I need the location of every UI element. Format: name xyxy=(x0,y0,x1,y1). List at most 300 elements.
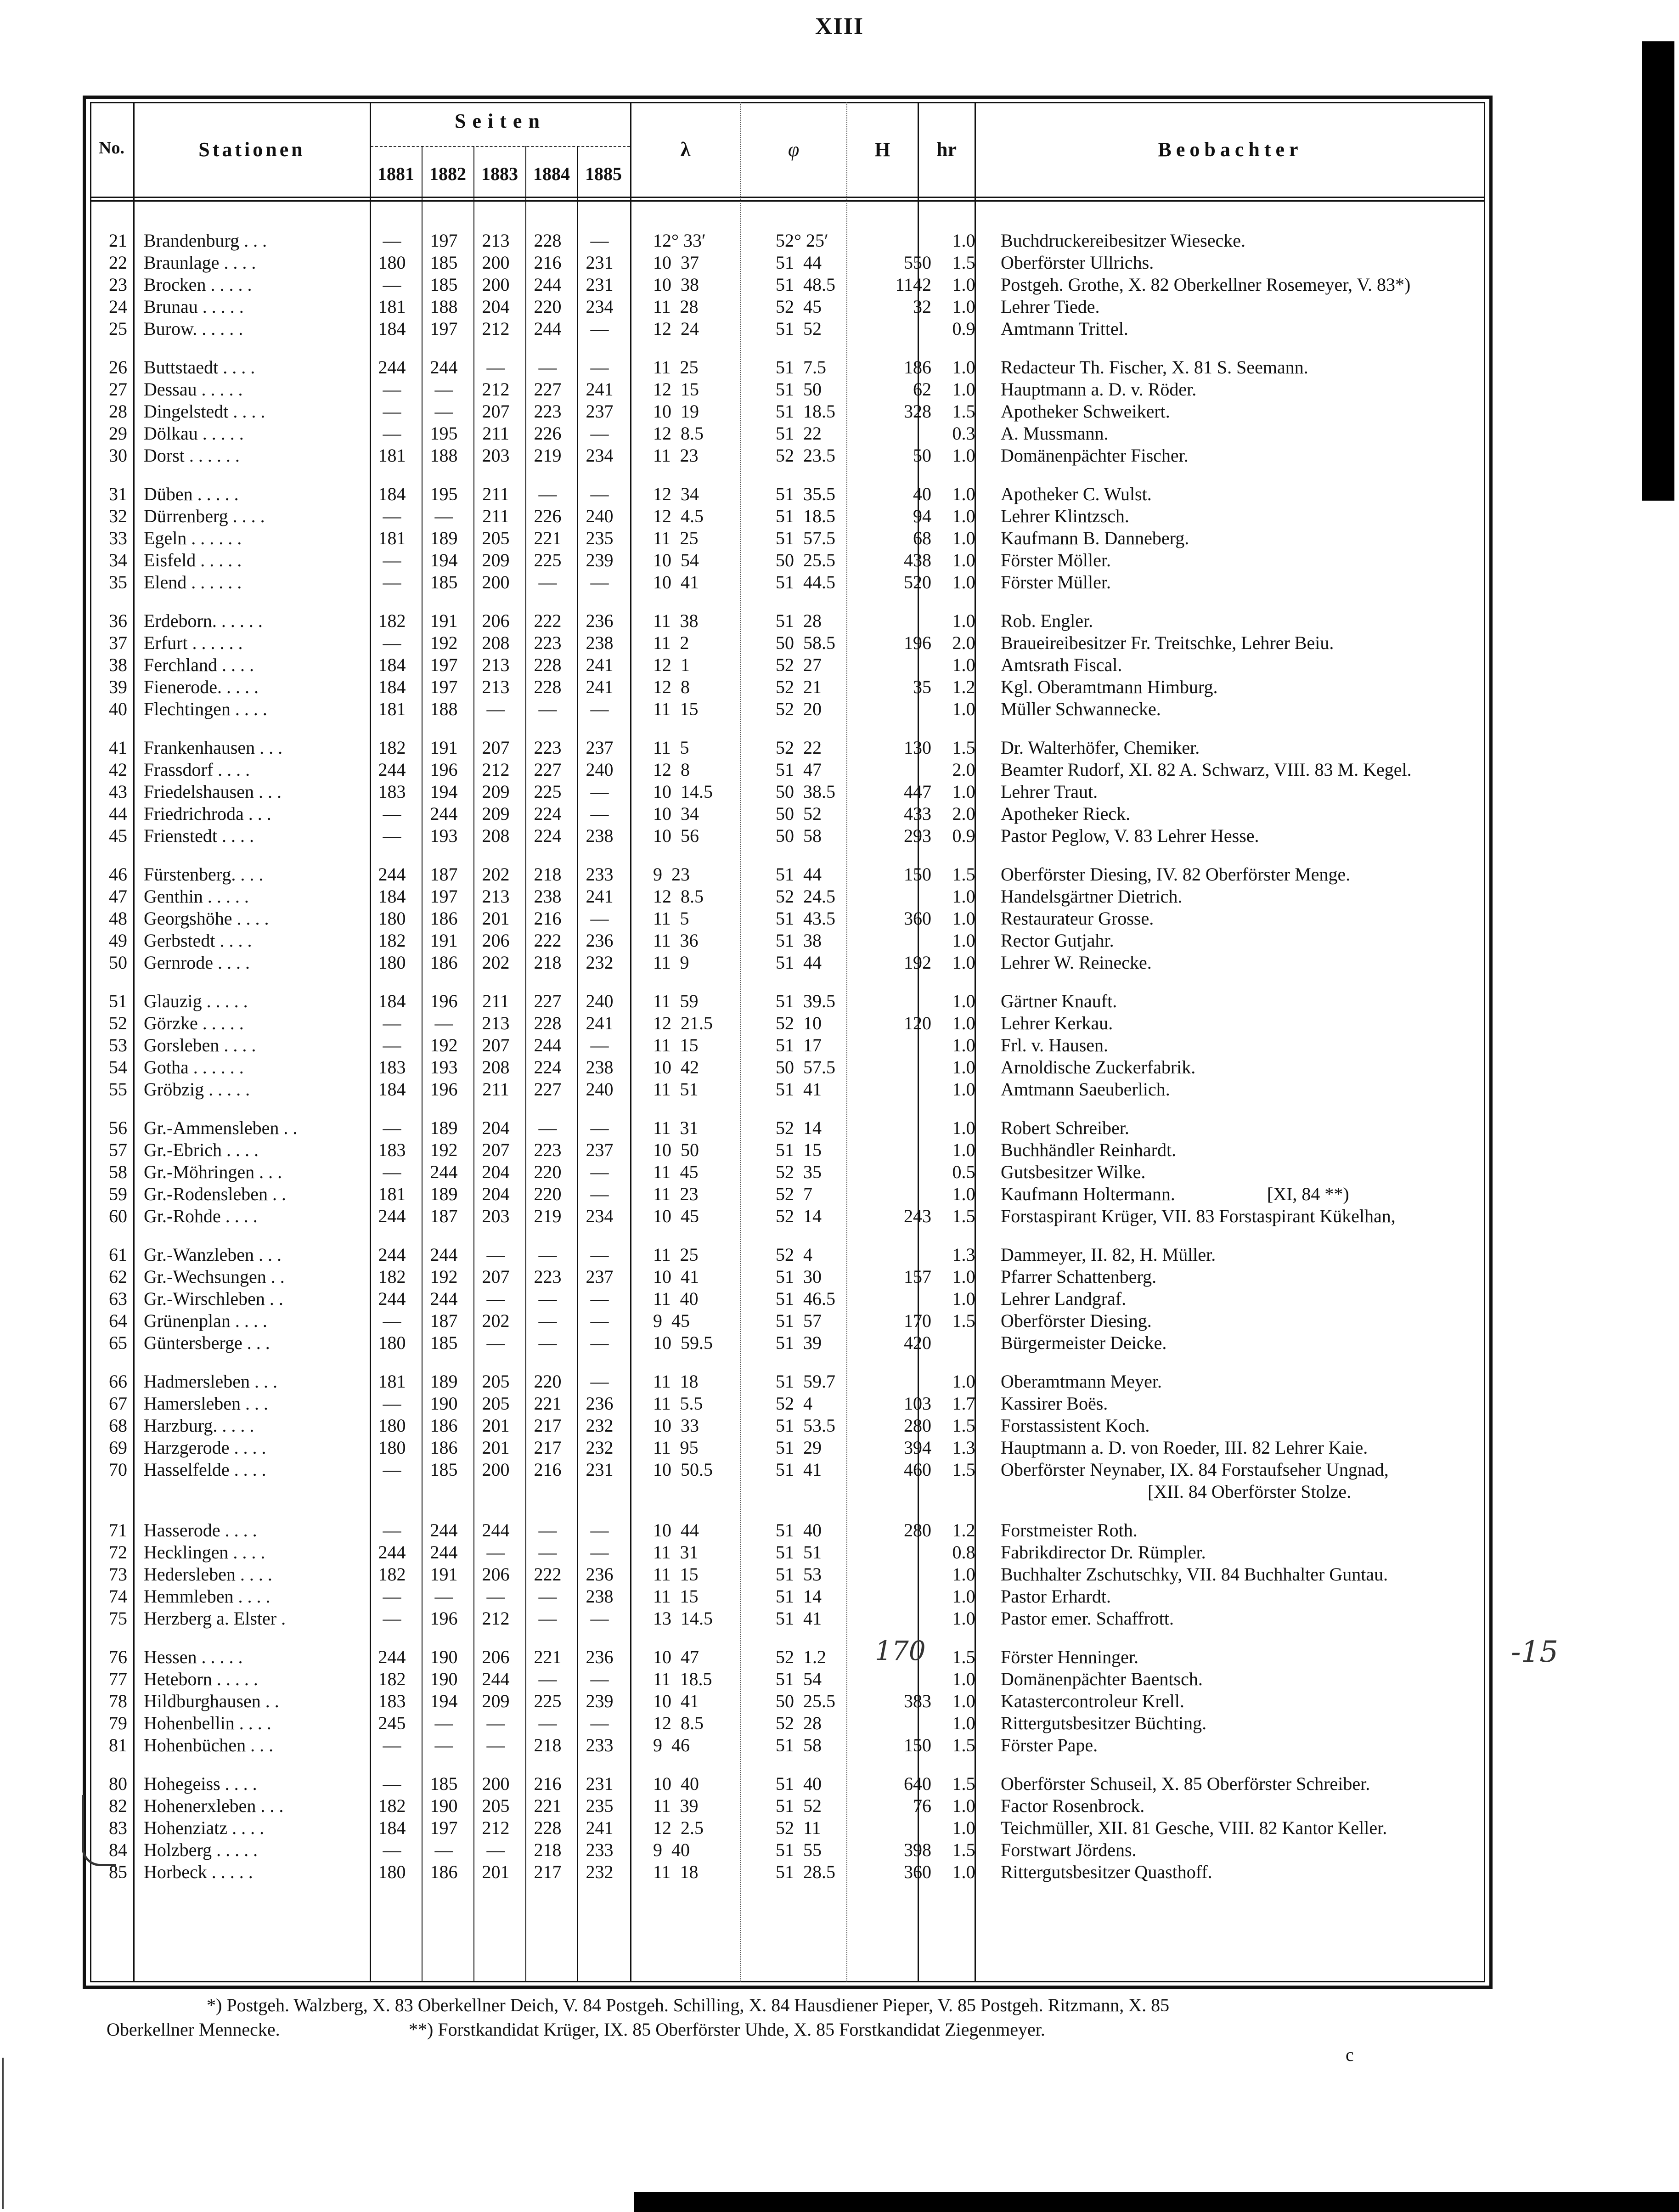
station-name: Hohenbellin . . . . xyxy=(144,1713,271,1733)
latitude: 52 14 xyxy=(776,1206,822,1226)
station-name: Elend . . . . . . xyxy=(144,572,242,592)
station-name: Güntersberge . . . xyxy=(144,1332,270,1353)
page-1884: 221 xyxy=(534,528,562,548)
page-1883: — xyxy=(486,1840,505,1860)
station-name: Georgshöhe . . . . xyxy=(144,908,269,929)
row-number: 21 xyxy=(109,230,127,251)
station-group xyxy=(90,1371,1485,1503)
table-row xyxy=(90,759,1485,781)
page-1883: 205 xyxy=(482,1795,510,1816)
observer-name: Lehrer Kerkau. xyxy=(1001,1013,1113,1033)
longitude: 11 31 xyxy=(653,1117,699,1138)
table-row xyxy=(90,296,1485,318)
row-number: 44 xyxy=(109,803,127,824)
page-1882: 191 xyxy=(430,610,458,631)
altitude xyxy=(842,1161,938,1183)
table-row xyxy=(90,1668,1485,1690)
page-1885: — xyxy=(590,423,609,444)
table-row xyxy=(90,318,1485,340)
header-phi: φ xyxy=(788,138,800,161)
page-1881: — xyxy=(383,230,401,251)
longitude: 11 28 xyxy=(653,296,699,317)
latitude: 51 51 xyxy=(776,1542,822,1563)
barometer-height: 2.0 xyxy=(952,803,975,824)
page-1883: 208 xyxy=(482,825,510,846)
longitude: 12 8 xyxy=(653,759,690,780)
page-1881: 181 xyxy=(378,1184,406,1204)
page-1881: — xyxy=(383,1393,401,1414)
station-name: Hemmleben . . . . xyxy=(144,1586,270,1607)
longitude: 11 59 xyxy=(653,991,699,1011)
longitude: 11 40 xyxy=(653,1288,699,1309)
page-1883: 208 xyxy=(482,1057,510,1078)
page-1885: 234 xyxy=(586,1206,614,1226)
page-1883: 213 xyxy=(482,655,510,675)
latitude: 51 53.5 xyxy=(776,1415,835,1436)
page-1885: 232 xyxy=(586,1437,614,1458)
observer-name: Braueireibesitzer Fr. Treitschke, Lehrer Beiu. xyxy=(1001,632,1334,653)
observer-name: Apotheker Schweikert. xyxy=(1001,401,1170,422)
altitude: 62 xyxy=(913,379,931,400)
page-1882: — xyxy=(434,1013,453,1033)
row-number: 60 xyxy=(109,1206,127,1226)
page-1881: 181 xyxy=(378,296,406,317)
station-name: Hessen . . . . . xyxy=(144,1647,243,1667)
barometer-height: 1.0 xyxy=(952,610,975,631)
page-1883: 205 xyxy=(482,528,510,548)
station-name: Gr.-Möhringen . . . xyxy=(144,1162,282,1182)
longitude: 12 1 xyxy=(653,655,690,675)
station-group xyxy=(90,863,1485,974)
table-row xyxy=(90,781,1485,803)
page-1884: — xyxy=(538,1520,557,1540)
latitude: 52 27 xyxy=(776,655,822,675)
barometer-height: 1.0 xyxy=(952,1184,975,1204)
barometer-height: 1.3 xyxy=(952,1437,975,1458)
row-number: 47 xyxy=(109,886,127,907)
page-1885: 234 xyxy=(586,296,614,317)
page-1885: 237 xyxy=(586,1140,614,1160)
longitude: 9 23 xyxy=(653,864,690,885)
table-row xyxy=(90,527,1485,549)
barometer-height: 1.0 xyxy=(952,1713,975,1733)
page-1884: — xyxy=(538,1244,557,1265)
table-row xyxy=(90,1288,1485,1310)
page-1882: 185 xyxy=(430,1773,458,1794)
row-number: 50 xyxy=(109,952,127,973)
page-1883: 207 xyxy=(482,401,510,422)
observer-name: Kgl. Oberamtmann Himburg. xyxy=(1001,677,1218,697)
page-1884: 227 xyxy=(534,991,562,1011)
longitude: 11 25 xyxy=(653,1244,699,1265)
barometer-height: 2.0 xyxy=(952,759,975,780)
latitude: 51 28 xyxy=(776,610,822,631)
table-row xyxy=(90,1839,1485,1861)
header-year-1885: 1885 xyxy=(585,164,622,184)
row-number: 67 xyxy=(109,1393,127,1414)
altitude: 76 xyxy=(913,1795,931,1816)
altitude xyxy=(842,1563,938,1586)
barometer-height: 1.0 xyxy=(952,1586,975,1607)
altitude: 550 xyxy=(904,252,931,273)
latitude: 51 44.5 xyxy=(776,572,835,592)
station-group xyxy=(90,1117,1485,1227)
page-1884: 220 xyxy=(534,1162,562,1182)
longitude: 12° 33′ xyxy=(653,230,706,251)
table-row xyxy=(90,952,1485,974)
table-row xyxy=(90,1690,1485,1712)
page-1882: 190 xyxy=(430,1669,458,1689)
page-1883: 211 xyxy=(482,506,509,526)
station-group xyxy=(90,230,1485,340)
latitude: 51 22 xyxy=(776,423,822,444)
row-number: 27 xyxy=(109,379,127,400)
header-seiten: Seiten xyxy=(455,110,546,132)
longitude: 9 45 xyxy=(653,1310,690,1331)
station-name: Erfurt . . . . . . xyxy=(144,632,243,653)
page-1882: 196 xyxy=(430,991,458,1011)
barometer-height: 1.0 xyxy=(952,1608,975,1629)
page-1882: 190 xyxy=(430,1393,458,1414)
page-1882: 244 xyxy=(430,357,458,378)
page-1884: 221 xyxy=(534,1795,562,1816)
latitude: 52 4 xyxy=(776,1244,812,1265)
altitude xyxy=(842,1371,938,1393)
page-1885: — xyxy=(590,318,609,339)
page-1881: — xyxy=(383,1608,401,1629)
station-name: Hohenerxleben . . . xyxy=(144,1795,284,1816)
page-1885 xyxy=(574,1481,625,1503)
bottom-edge-bar xyxy=(634,2192,1679,2212)
latitude: 51 40 xyxy=(776,1773,822,1794)
altitude: 186 xyxy=(904,357,931,378)
station-name: Hohegeiss . . . . xyxy=(144,1773,257,1794)
altitude xyxy=(842,318,938,340)
page-1881: 184 xyxy=(378,677,406,697)
altitude: 383 xyxy=(904,1691,931,1711)
header-lambda: λ xyxy=(680,138,691,161)
barometer-height: 1.0 xyxy=(952,1817,975,1838)
page-1885: — xyxy=(590,1713,609,1733)
table-row xyxy=(90,1861,1485,1883)
latitude: 52° 25′ xyxy=(776,230,828,251)
page-1885: 235 xyxy=(586,528,614,548)
page-1885: 231 xyxy=(586,252,614,273)
latitude: 51 57.5 xyxy=(776,528,835,548)
page-1883: 244 xyxy=(482,1669,510,1689)
altitude: 120 xyxy=(904,1013,931,1033)
page-1882: 185 xyxy=(430,274,458,295)
row-number: 79 xyxy=(109,1713,127,1733)
observer-name: Pastor Peglow, V. 83 Lehrer Hesse. xyxy=(1001,825,1259,846)
page-1885: 231 xyxy=(586,1459,614,1480)
page-1882: — xyxy=(434,1586,453,1607)
table-row xyxy=(90,378,1485,401)
page-1884 xyxy=(522,1481,574,1503)
page-1882: — xyxy=(434,1713,453,1733)
row-number: 28 xyxy=(109,401,127,422)
longitude: 10 44 xyxy=(653,1520,699,1540)
station-name: Dürrenberg . . . . xyxy=(144,506,265,526)
page-1883: 213 xyxy=(482,886,510,907)
table-row xyxy=(90,1563,1485,1586)
altitude: 130 xyxy=(904,737,931,758)
observer-name: Rittergutsbesitzer Quasthoff. xyxy=(1001,1862,1212,1882)
station-name: Genthin . . . . . xyxy=(144,886,249,907)
longitude: 11 5 xyxy=(653,737,689,758)
page-1885: 240 xyxy=(586,991,614,1011)
longitude: 12 8 xyxy=(653,677,690,697)
station-name: Fürstenberg. . . . xyxy=(144,864,264,885)
page-1885: — xyxy=(590,1288,609,1309)
page-1885: 240 xyxy=(586,1079,614,1100)
row-number: 38 xyxy=(109,655,127,675)
barometer-height: 1.5 xyxy=(952,1773,975,1794)
header-h: H xyxy=(874,138,890,161)
station-name: Gorsleben . . . . xyxy=(144,1035,256,1055)
page-1881 xyxy=(366,1481,418,1503)
page-1884: 227 xyxy=(534,759,562,780)
page-1881: 181 xyxy=(378,528,406,548)
latitude: 51 39.5 xyxy=(776,991,835,1011)
page-1884: 228 xyxy=(534,677,562,697)
page-1882: 191 xyxy=(430,930,458,951)
page-1881: 181 xyxy=(378,699,406,719)
barometer-height: 1.5 xyxy=(952,252,975,273)
altitude xyxy=(842,1712,938,1734)
altitude: 192 xyxy=(904,952,931,973)
latitude: 51 59.7 xyxy=(776,1371,835,1392)
page-1883: 205 xyxy=(482,1371,510,1392)
page-1884: 223 xyxy=(534,737,562,758)
altitude xyxy=(842,1034,938,1056)
row-number: 74 xyxy=(109,1586,127,1607)
page-1881: 182 xyxy=(378,1266,406,1287)
altitude: 68 xyxy=(913,528,931,548)
observer-name: Rob. Engler. xyxy=(1001,610,1093,631)
table-row xyxy=(90,698,1485,720)
latitude: 51 14 xyxy=(776,1586,822,1607)
latitude: 52 7 xyxy=(776,1184,812,1204)
page-1885: 231 xyxy=(586,1773,614,1794)
page-1882: 194 xyxy=(430,1691,458,1711)
page-1884: 244 xyxy=(534,274,562,295)
longitude: 11 31 xyxy=(653,1542,699,1563)
longitude: 11 51 xyxy=(653,1079,699,1100)
barometer-height: 1.0 xyxy=(952,1057,975,1078)
observer-name: Lehrer Landgraf. xyxy=(1001,1288,1127,1309)
altitude xyxy=(842,886,938,908)
barometer-height: 1.0 xyxy=(952,1013,975,1033)
altitude xyxy=(842,1078,938,1100)
longitude: 9 40 xyxy=(653,1840,690,1860)
page-1883: 202 xyxy=(482,864,510,885)
page-1881: 181 xyxy=(378,1371,406,1392)
table-row xyxy=(90,886,1485,908)
station-name: Brocken . . . . . xyxy=(144,274,252,295)
observer-name: Factor Rosenbrock. xyxy=(1001,1795,1145,1816)
barometer-height: 1.0 xyxy=(952,1140,975,1160)
observer-name: Lehrer Klintzsch. xyxy=(1001,506,1129,526)
page-1881: — xyxy=(383,506,401,526)
barometer-height: 1.0 xyxy=(952,908,975,929)
row-number: 53 xyxy=(109,1035,127,1055)
latitude: 52 20 xyxy=(776,699,822,719)
page-1881: 244 xyxy=(378,1206,406,1226)
latitude: 50 58 xyxy=(776,825,822,846)
signature-letter: c xyxy=(1346,2044,1354,2065)
table-row xyxy=(90,1139,1485,1161)
page-1881: 184 xyxy=(378,991,406,1011)
altitude xyxy=(842,1288,938,1310)
station-name: Gr.-Wirschleben . . xyxy=(144,1288,283,1309)
longitude: 10 14.5 xyxy=(653,781,713,802)
page-1882: 190 xyxy=(430,1795,458,1816)
page-1881: 182 xyxy=(378,610,406,631)
station-table-body xyxy=(90,230,1485,1900)
barometer-height: 1.0 xyxy=(952,1371,975,1392)
page-1885: 241 xyxy=(586,677,614,697)
page-1883: 206 xyxy=(482,610,510,631)
page-1881: 244 xyxy=(378,357,406,378)
page-1884: — xyxy=(538,699,557,719)
latitude: 51 47 xyxy=(776,759,822,780)
longitude: 10 59.5 xyxy=(653,1332,713,1353)
latitude: 50 52 xyxy=(776,803,822,824)
barometer-height: 1.2 xyxy=(952,677,975,697)
station-name: Heteborn . . . . . xyxy=(144,1669,258,1689)
barometer-height: 1.0 xyxy=(952,781,975,802)
page-1883: — xyxy=(486,699,505,719)
longitude: 10 50 xyxy=(653,1140,699,1160)
page-1885: — xyxy=(590,1035,609,1055)
page-1883: 203 xyxy=(482,445,510,466)
row-number: 54 xyxy=(109,1057,127,1078)
table-row xyxy=(90,676,1485,698)
latitude: 51 44 xyxy=(776,952,822,973)
page-1881: 180 xyxy=(378,952,406,973)
table-row xyxy=(90,549,1485,571)
header-divider xyxy=(90,197,1485,198)
row-number: 29 xyxy=(109,423,127,444)
page-1882: 188 xyxy=(430,445,458,466)
page-1882: 196 xyxy=(430,1079,458,1100)
page-1881: 182 xyxy=(378,1795,406,1816)
page-1884: — xyxy=(538,1586,557,1607)
longitude: 12 2.5 xyxy=(653,1817,704,1838)
row-number: 43 xyxy=(109,781,127,802)
page-1884: 219 xyxy=(534,445,562,466)
station-name: Brunau . . . . . xyxy=(144,296,244,317)
row-number: 76 xyxy=(109,1647,127,1667)
page-1882: — xyxy=(434,1735,453,1755)
longitude: 11 5.5 xyxy=(653,1393,703,1414)
page-1883: 212 xyxy=(482,759,510,780)
table-row xyxy=(90,1519,1485,1541)
barometer-height: 1.5 xyxy=(952,1415,975,1436)
page-1883: 209 xyxy=(482,1691,510,1711)
barometer-height: 2.0 xyxy=(952,632,975,653)
longitude: 11 18 xyxy=(653,1862,699,1882)
altitude xyxy=(842,654,938,676)
altitude: 438 xyxy=(904,550,931,570)
latitude: 51 39 xyxy=(776,1332,822,1353)
longitude: 11 15 xyxy=(653,1035,699,1055)
longitude: 10 38 xyxy=(653,274,699,295)
observer-name: Bürgermeister Deicke. xyxy=(1001,1332,1167,1353)
station-group xyxy=(90,990,1485,1100)
page-1885: — xyxy=(590,1371,609,1392)
page-1884: 228 xyxy=(534,655,562,675)
page-1882: 189 xyxy=(430,528,458,548)
page-1881: 244 xyxy=(378,1647,406,1667)
station-name: Gotha . . . . . . xyxy=(144,1057,244,1078)
page-1882: 185 xyxy=(430,1332,458,1353)
page-1883: 206 xyxy=(482,1564,510,1585)
row-number: 48 xyxy=(109,908,127,929)
altitude: 50 xyxy=(913,445,931,466)
page-1885: — xyxy=(590,357,609,378)
barometer-height: 1.5 xyxy=(952,1310,975,1331)
page-1882: 190 xyxy=(430,1647,458,1667)
page-1882: 186 xyxy=(430,1437,458,1458)
page-1881: 244 xyxy=(378,759,406,780)
altitude: 196 xyxy=(904,632,931,653)
table-row xyxy=(90,1817,1485,1839)
page-1885: — xyxy=(590,1310,609,1331)
page-1881: — xyxy=(383,825,401,846)
page-1884: 228 xyxy=(534,1817,562,1838)
page-1883: — xyxy=(486,1713,505,1733)
page-1884: — xyxy=(538,484,557,504)
row-number: 72 xyxy=(109,1542,127,1563)
table-row xyxy=(90,1773,1485,1795)
page-1884: — xyxy=(538,1332,557,1353)
observer-name: Oberamtmann Meyer. xyxy=(1001,1371,1162,1392)
latitude: 50 38.5 xyxy=(776,781,835,802)
page-1885: — xyxy=(590,781,609,802)
page-1883: 213 xyxy=(482,677,510,697)
row-number: 80 xyxy=(109,1773,127,1794)
page-1882: 189 xyxy=(430,1371,458,1392)
page-1883: — xyxy=(486,1586,505,1607)
page-1884: 238 xyxy=(534,886,562,907)
altitude: 1142 xyxy=(895,274,931,295)
page-1882: 195 xyxy=(430,423,458,444)
page-1883: 204 xyxy=(482,1117,510,1138)
page-1884: 221 xyxy=(534,1393,562,1414)
page-1883: 206 xyxy=(482,930,510,951)
page-1882: 188 xyxy=(430,699,458,719)
row-number: 39 xyxy=(109,677,127,697)
observer-name: Teichmüller, XII. 81 Gesche, VIII. 82 Kantor Keller. xyxy=(1001,1817,1387,1838)
station-name: Hedersleben . . . . xyxy=(144,1564,272,1585)
page-1882: 195 xyxy=(430,484,458,504)
observer-name: Fabrikdirector Dr. Rümpler. xyxy=(1001,1542,1206,1563)
longitude: 10 42 xyxy=(653,1057,699,1078)
page-1882 xyxy=(418,1481,470,1503)
page-1885: 237 xyxy=(586,1266,614,1287)
table-row xyxy=(90,230,1485,252)
page-1881: — xyxy=(383,1117,401,1138)
longitude: 10 34 xyxy=(653,803,699,824)
row-number: 37 xyxy=(109,632,127,653)
barometer-height: 1.0 xyxy=(952,1079,975,1100)
page-1885: 239 xyxy=(586,550,614,570)
footnote-line-2a: Oberkellner Mennecke. xyxy=(107,2019,280,2040)
page-1885: — xyxy=(590,1542,609,1563)
page-1885: 233 xyxy=(586,1840,614,1860)
